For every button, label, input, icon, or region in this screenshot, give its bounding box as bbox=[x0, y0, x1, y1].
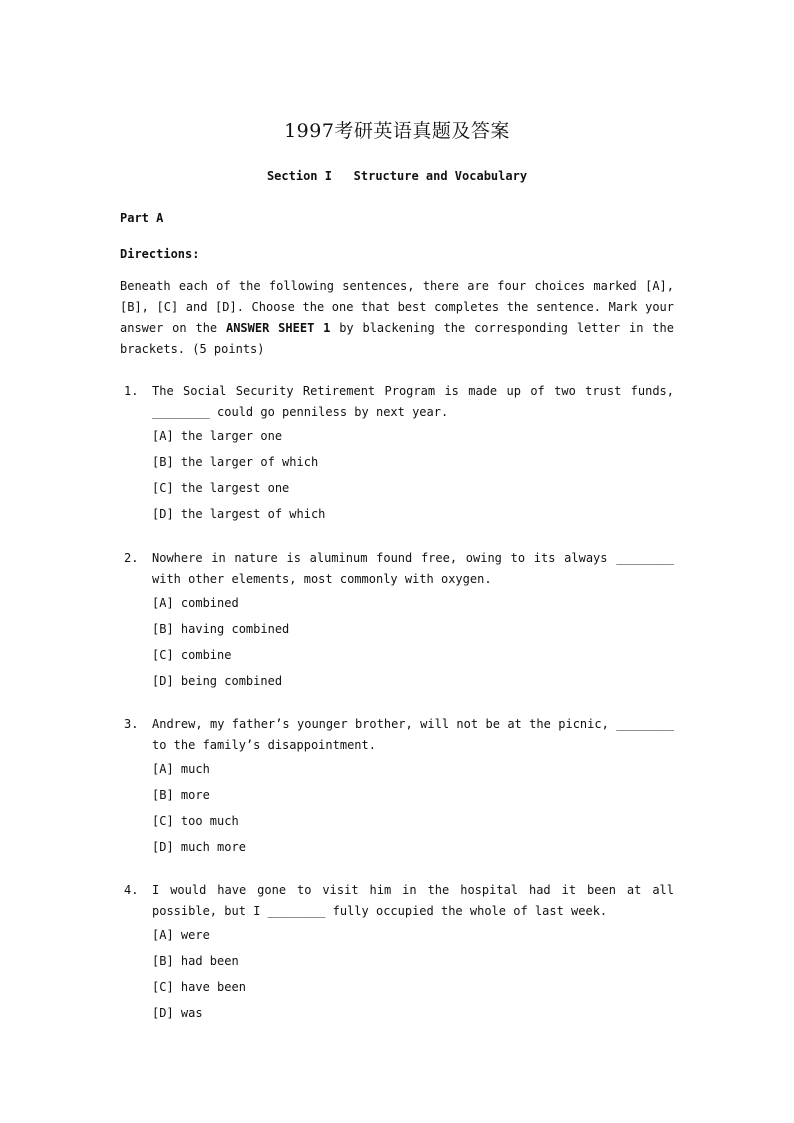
question-text: Andrew, my father’s younger brother, will not be at the picnic, ________ to the family’s disappointment. bbox=[152, 717, 674, 752]
question-text: The Social Security Retirement Program is made up of two trust funds, ________ could go penniless by next year. bbox=[152, 384, 674, 419]
directions-text-start: Beneath each of the following sentences, there are four choices marked [A], [B], [C] and [D]. Choose the one that best completes the sentence. Mark your answer on the bbox=[120, 279, 674, 335]
option-b: [B] the larger of which bbox=[152, 455, 319, 469]
option-a: [A] were bbox=[152, 928, 210, 942]
document-title: 1997考研英语真题及答案 bbox=[284, 120, 510, 142]
option-d: [D] much more bbox=[152, 840, 246, 854]
part-heading: Part A bbox=[120, 211, 164, 225]
directions-label: Directions: bbox=[120, 247, 200, 261]
question-number: 1. bbox=[124, 384, 139, 398]
question-number: 3. bbox=[124, 717, 139, 731]
option-c: [C] combine bbox=[152, 648, 232, 662]
option-c: [C] the largest one bbox=[152, 481, 290, 495]
option-b: [B] had been bbox=[152, 954, 239, 968]
option-c: [C] have been bbox=[152, 980, 246, 994]
question-text: I would have gone to visit him in the hospital had it been at all possible, but I ________ fully occupied the whole of last week. bbox=[152, 883, 674, 918]
question-number: 2. bbox=[124, 551, 139, 565]
question-text: Nowhere in nature is aluminum found free, owing to its always ________ with other elements, most commonly with oxygen. bbox=[152, 551, 674, 586]
option-list bbox=[152, 590, 289, 694]
option-list bbox=[152, 922, 246, 1026]
option-d: [D] was bbox=[152, 1006, 203, 1020]
option-list bbox=[152, 423, 325, 527]
option-a: [A] much bbox=[152, 762, 210, 776]
option-d: [D] the largest of which bbox=[152, 507, 326, 521]
option-b: [B] more bbox=[152, 788, 210, 802]
option-a: [A] the larger one bbox=[152, 429, 283, 443]
question-number: 4. bbox=[124, 883, 139, 897]
option-d: [D] being combined bbox=[152, 674, 283, 688]
directions-text bbox=[120, 276, 674, 360]
section-heading: Section I Structure and Vocabulary bbox=[266, 169, 528, 183]
option-list bbox=[152, 756, 246, 860]
option-a: [A] combined bbox=[152, 596, 239, 610]
answer-sheet-label: ANSWER SHEET 1 bbox=[225, 321, 331, 335]
option-c: [C] too much bbox=[152, 814, 239, 828]
option-b: [B] having combined bbox=[152, 622, 290, 636]
directions-text-end: by blackening the corresponding letter in the brackets. (5 points) bbox=[120, 321, 674, 356]
